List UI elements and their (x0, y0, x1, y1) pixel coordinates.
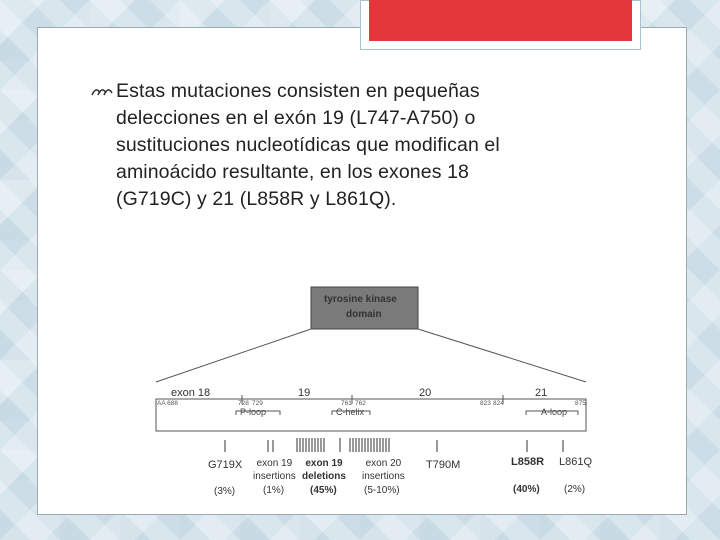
percent-exon19-insertions: (1%) (263, 485, 285, 496)
exon-label-21: 21 (535, 387, 548, 399)
domain-label-line1: tyrosine kinase (324, 294, 397, 305)
mutation-exon20-insertions: exon 20 insertions (362, 458, 405, 482)
residue-number: 761 (341, 400, 352, 407)
bullet-line: (G719C) y 21 (L858R y L861Q). (116, 188, 397, 210)
fan-line-right (418, 329, 586, 382)
mutation-exon19-insertions: exon 19 insertions (253, 458, 296, 482)
residue-number: 729 (252, 400, 263, 407)
residue-number: 823 (480, 400, 491, 407)
region-label-ploop: P-loop (240, 407, 267, 417)
mutation-l858r: L858R (511, 456, 545, 468)
residue-number: 875 (575, 400, 586, 407)
residue-number: 728 (238, 400, 249, 407)
bullet-line: sustituciones nucleotídicas que modifican el (116, 134, 500, 156)
percent-l858r: (40%) (513, 484, 540, 495)
exon-track (156, 399, 586, 431)
exon-label-19: 19 (298, 387, 311, 399)
residue-number: AA 688 (157, 400, 178, 407)
mutation-l861q: L861Q (559, 456, 593, 468)
mutation-exon19-deletions: exon 19 deletions (302, 458, 346, 482)
percent-l861q: (2%) (564, 484, 586, 495)
domain-label-line2: domain (346, 309, 382, 320)
residue-number: 762 (355, 400, 366, 407)
mutation-t790m: T790M (426, 459, 461, 471)
bullet-line: delecciones en el exón 19 (L747-A750) o (116, 107, 476, 129)
region-label-aloop: A-loop (541, 407, 568, 417)
percent-exon19-deletions: (45%) (310, 485, 337, 496)
percent-exon20-insertions: (5-10%) (364, 485, 400, 496)
fan-line-left (156, 329, 311, 382)
bullet-line: aminoácido resultante, en los exones 18 (116, 161, 469, 183)
region-label-chelix: C-helix (336, 407, 365, 417)
residue-number: 824 (493, 400, 504, 407)
exon-label-20: 20 (419, 387, 432, 399)
mutation-g719x: G719X (208, 459, 243, 471)
percent-g719x: (3%) (214, 486, 236, 497)
exon-label-18: exon 18 (171, 387, 211, 399)
bullet-line: Estas mutaciones consisten en pequeñas (116, 80, 480, 102)
